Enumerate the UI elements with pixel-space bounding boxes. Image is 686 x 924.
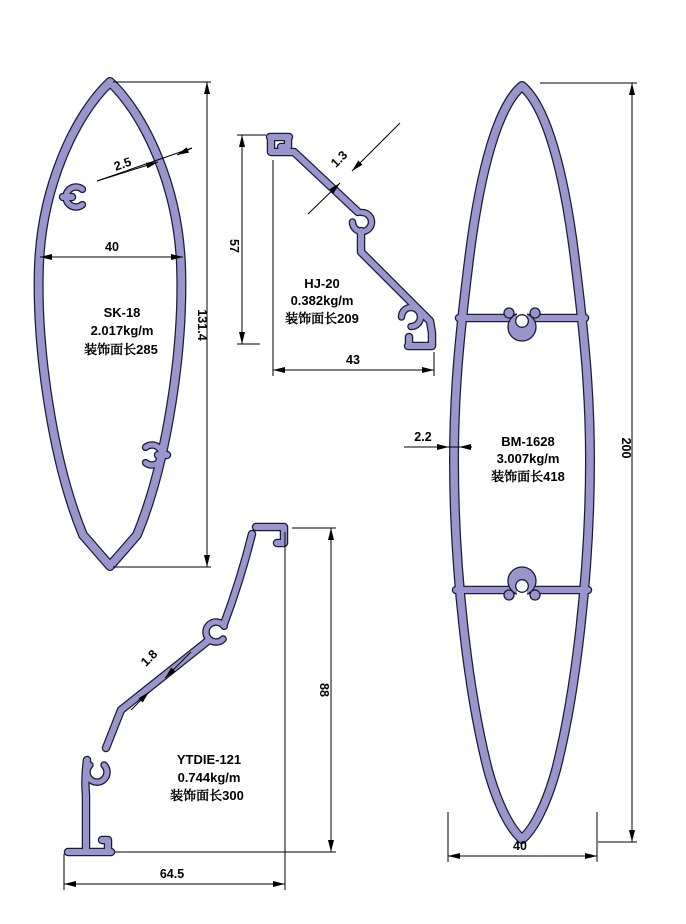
- label-ytdie121: [170, 752, 244, 803]
- dim-hj20-width: 43: [346, 353, 360, 367]
- profile-name-sk18: SK-18: [103, 305, 141, 320]
- dim-hj20-height: 57: [227, 239, 241, 253]
- dim-bm1628-height: 200: [619, 437, 633, 459]
- dim-sk18-height: 131.4: [195, 309, 209, 341]
- label-hj20: [285, 276, 359, 326]
- screw-port-top-web: [504, 299, 540, 341]
- dimensions-hj20: [227, 123, 434, 376]
- dim-sk18-thickness: 2.5: [112, 154, 134, 174]
- dim-sk18-width: 40: [105, 240, 119, 254]
- profile-shape-ytdie121: [68, 527, 284, 852]
- profile-weight-ytdie121: 0.744kg/m: [177, 770, 241, 785]
- profile-decor-sk18: 装饰面长285: [84, 342, 158, 357]
- screw-port-bottom-web: [504, 567, 540, 609]
- dim-bm1628-width: 40: [513, 839, 527, 853]
- profile-weight-hj20: 0.382kg/m: [290, 293, 354, 308]
- label-sk18: [84, 305, 158, 357]
- dim-bm1628-thickness: 2.2: [414, 430, 432, 444]
- profile-decor-bm1628: 装饰面长418: [491, 469, 565, 484]
- dim-ytdie121-thickness: 1.8: [138, 647, 161, 670]
- profile-name-hj20: HJ-20: [304, 276, 340, 291]
- profile-decor-hj20: 装饰面长209: [285, 311, 359, 326]
- dimensions-ytdie121: [64, 528, 336, 890]
- profile-weight-sk18: 2.017kg/m: [90, 323, 154, 338]
- dim-ytdie121-width: 64.5: [159, 867, 185, 881]
- dim-hj20-thickness: 1.3: [328, 148, 351, 171]
- profile-name-bm1628: BM-1628: [501, 434, 555, 449]
- profile-decor-ytdie121: 装饰面长300: [170, 788, 244, 803]
- dim-ytdie121-height: 88: [317, 683, 331, 697]
- profile-name-ytdie121: YTDIE-121: [176, 752, 242, 767]
- label-bm1628: [491, 434, 565, 484]
- profile-weight-bm1628: 3.007kg/m: [496, 451, 560, 466]
